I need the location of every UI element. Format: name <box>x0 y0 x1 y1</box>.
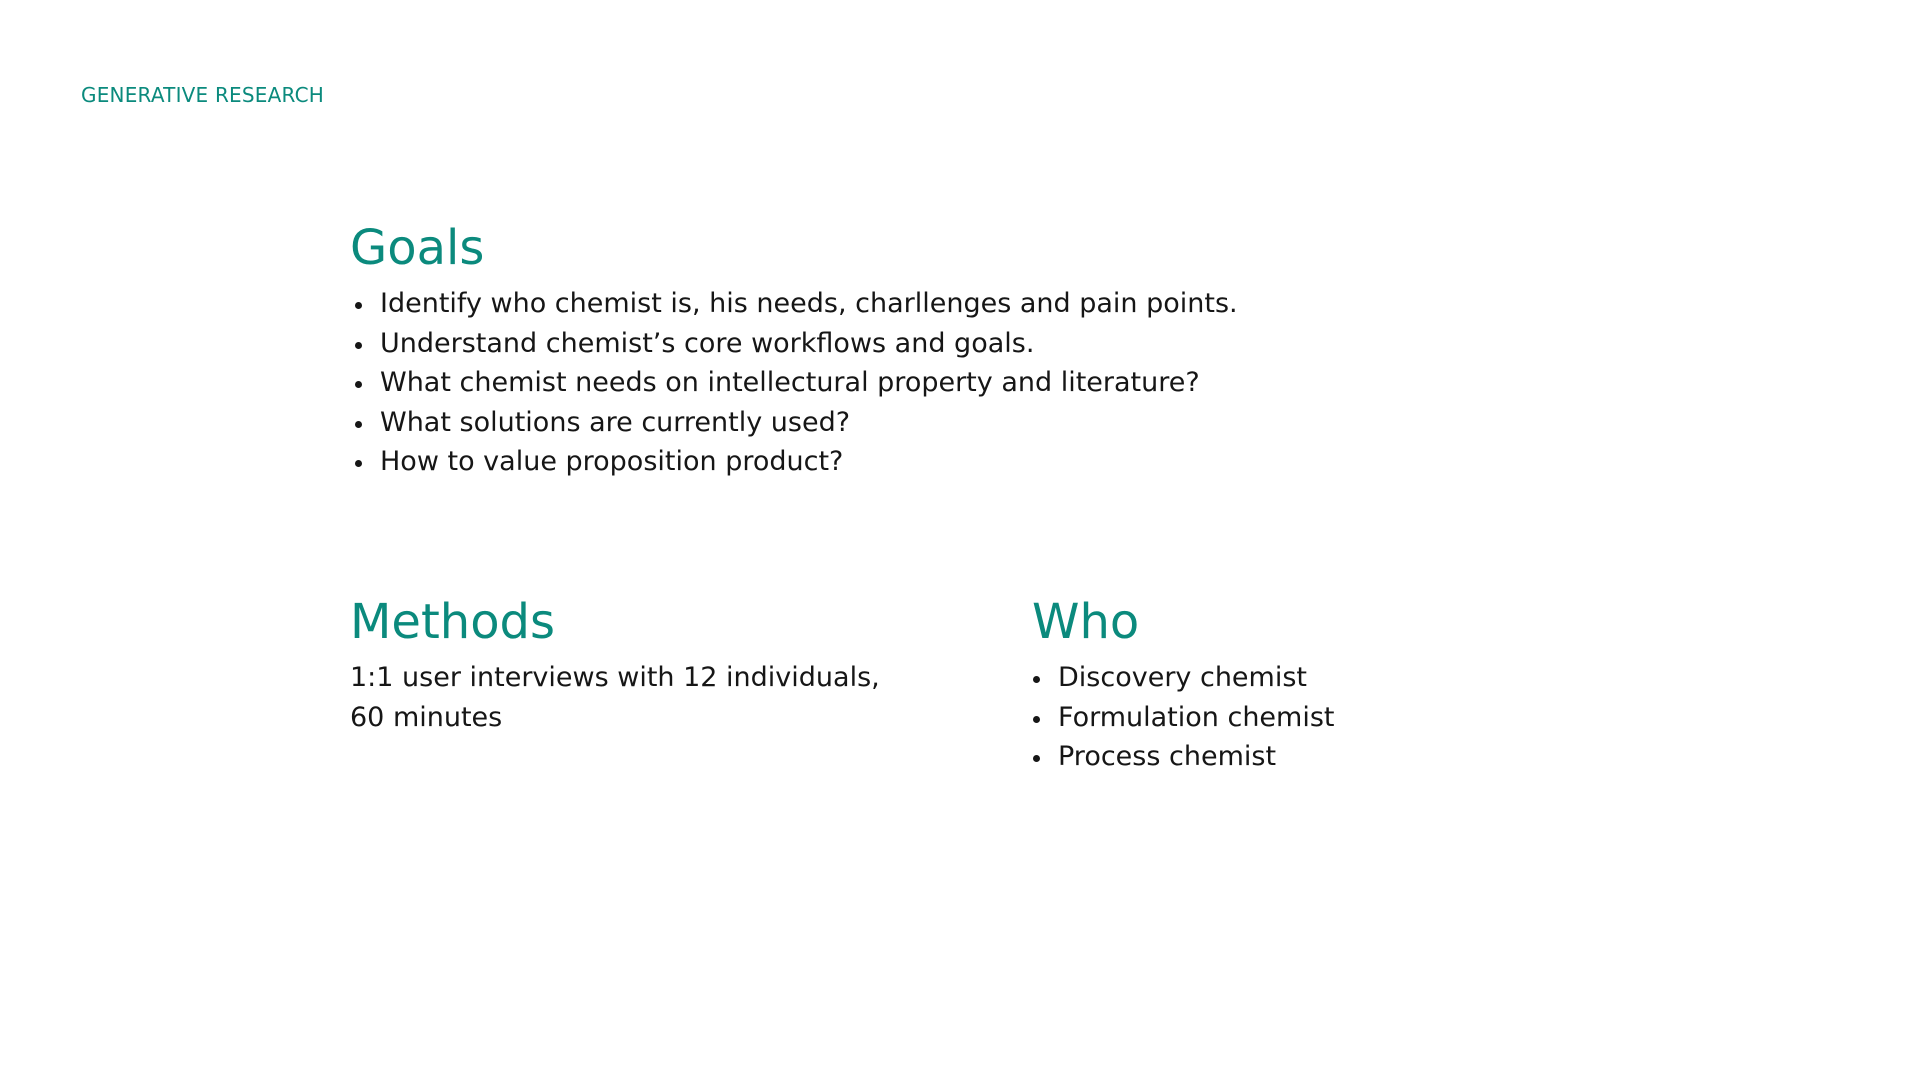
methods-heading: Methods <box>350 594 556 650</box>
methods-description-line: 60 minutes <box>350 701 503 733</box>
section-eyebrow: GENERATIVE RESEARCH <box>81 83 324 107</box>
methods-description-line: 1:1 user interviews with 12 individuals, <box>350 662 880 693</box>
goals-list-item: What solutions are currently used? <box>350 403 1350 443</box>
goals-heading: Goals <box>350 220 485 276</box>
who-heading: Who <box>1032 594 1140 650</box>
who-list-item: Formulation chemist <box>1032 698 1632 738</box>
who-list-item: Discovery chemist <box>1032 658 1632 698</box>
methods-section <box>350 592 950 737</box>
who-list-item: Process chemist <box>1032 737 1632 777</box>
goals-section <box>350 218 1350 482</box>
who-section <box>1032 592 1632 777</box>
goals-list-item: Understand chemist’s core workflows and goals. <box>350 324 1350 364</box>
goals-list-item: Identify who chemist is, his needs, charllenges and pain points. <box>350 284 1350 324</box>
goals-list <box>350 284 1350 482</box>
goals-list-item: How to value proposition product? <box>350 442 1350 482</box>
goals-list-item: What chemist needs on intellectural property and literature? <box>350 363 1350 403</box>
methods-description <box>350 658 950 737</box>
who-list <box>1032 658 1632 777</box>
